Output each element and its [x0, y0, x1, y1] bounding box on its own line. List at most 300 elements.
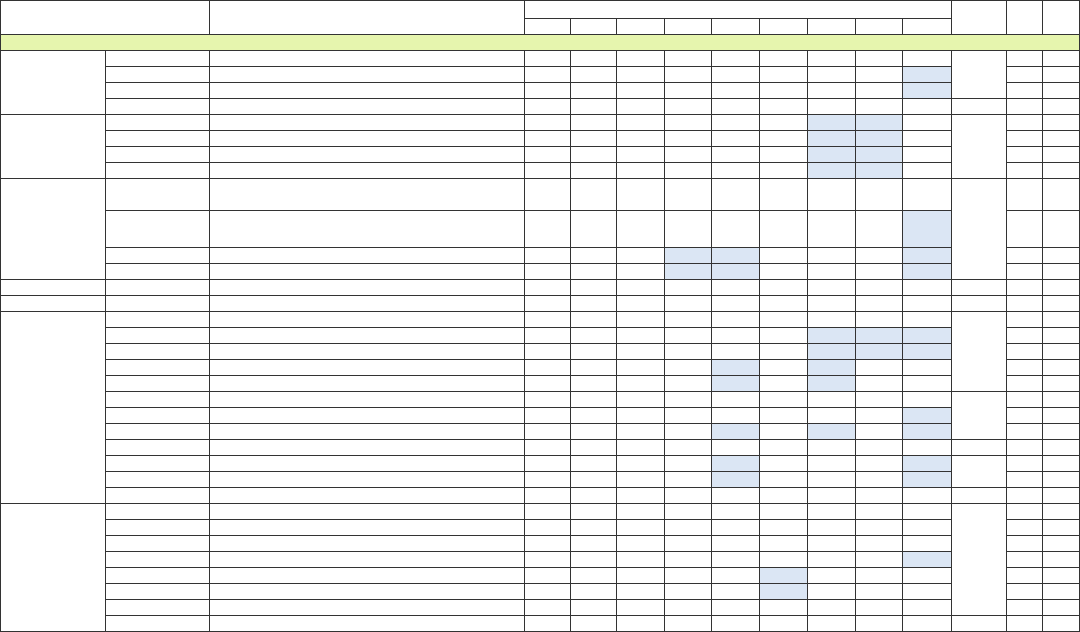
trains-history: [855, 67, 903, 83]
trains-history: [664, 312, 712, 328]
mileage: [1006, 552, 1043, 568]
trains-history: [807, 83, 855, 99]
trains-history: [760, 552, 808, 568]
trains-history: [712, 552, 760, 568]
header-date: [807, 19, 855, 35]
trains-history: [664, 408, 712, 424]
trains-history: [712, 67, 760, 83]
speed-level: [1043, 328, 1080, 344]
speed-level: [1043, 179, 1080, 211]
table-row: [1, 552, 1080, 568]
process-text: [210, 376, 525, 392]
trains-history: [903, 440, 952, 456]
trains-history: [807, 131, 855, 147]
trains-history: [903, 51, 952, 67]
process-text: [210, 600, 525, 616]
line-name: [1, 280, 106, 296]
trains-history: [760, 280, 808, 296]
process-text: [210, 67, 525, 83]
trains-history: [617, 83, 665, 99]
open-date: [952, 115, 1007, 179]
process-text: [210, 131, 525, 147]
trains-history: [903, 67, 952, 83]
speed-level: [1043, 264, 1080, 280]
mileage: [1006, 344, 1043, 360]
trains-history: [712, 408, 760, 424]
trains-history: [617, 616, 665, 632]
trains-history: [617, 584, 665, 600]
process-text: [210, 360, 525, 376]
process-text: [210, 296, 525, 312]
trains-history: [760, 360, 808, 376]
change-value: [571, 424, 617, 440]
route-name: [105, 440, 210, 456]
change-value: [571, 99, 617, 115]
trains-history: [664, 488, 712, 504]
route-name: [105, 488, 210, 504]
trains-history: [903, 131, 952, 147]
open-date: [952, 616, 1007, 632]
trains-history: [617, 520, 665, 536]
speed-level: [1043, 67, 1080, 83]
route-name: [105, 296, 210, 312]
trains-history: [807, 115, 855, 131]
trains-history: [760, 51, 808, 67]
trains-240713: [524, 552, 571, 568]
trains-history: [760, 328, 808, 344]
table-row: [1, 408, 1080, 424]
mileage: [1006, 179, 1043, 211]
trains-history: [903, 264, 952, 280]
mileage: [1006, 504, 1043, 520]
trains-history: [903, 211, 952, 248]
trains-history: [855, 584, 903, 600]
speed-level: [1043, 424, 1080, 440]
open-date: [952, 440, 1007, 456]
trains-history: [617, 392, 665, 408]
trains-history: [712, 83, 760, 99]
table-row: [1, 504, 1080, 520]
change-value: [571, 536, 617, 552]
trains-history: [903, 296, 952, 312]
line-name: [1, 312, 106, 504]
route-name: [105, 67, 210, 83]
route-name: [105, 424, 210, 440]
route-name: [105, 344, 210, 360]
trains-history: [760, 264, 808, 280]
trains-240713: [524, 280, 571, 296]
table-row: [1, 536, 1080, 552]
speed-level: [1043, 163, 1080, 179]
speed-level: [1043, 488, 1080, 504]
trains-history: [855, 99, 903, 115]
trains-240713: [524, 211, 571, 248]
trains-240713: [524, 344, 571, 360]
change-value: [571, 376, 617, 392]
route-name: [105, 376, 210, 392]
speed-level: [1043, 616, 1080, 632]
process-text: [210, 99, 525, 115]
trains-history: [760, 536, 808, 552]
mileage: [1006, 568, 1043, 584]
trains-history: [903, 376, 952, 392]
route-name: [105, 456, 210, 472]
change-value: [571, 312, 617, 328]
speed-level: [1043, 83, 1080, 99]
speed-level: [1043, 51, 1080, 67]
trains-history: [617, 488, 665, 504]
line-name: [1, 504, 106, 632]
trains-history: [807, 211, 855, 248]
trains-history: [664, 376, 712, 392]
line-name: [1, 51, 106, 115]
trains-history: [664, 211, 712, 248]
trains-history: [617, 99, 665, 115]
trains-history: [617, 344, 665, 360]
change-value: [571, 488, 617, 504]
process-text: [210, 344, 525, 360]
speed-level: [1043, 131, 1080, 147]
trains-history: [855, 552, 903, 568]
trains-history: [855, 376, 903, 392]
table-row: [1, 520, 1080, 536]
trains-240713: [524, 488, 571, 504]
route-name: [105, 472, 210, 488]
trains-history: [855, 408, 903, 424]
change-value: [571, 248, 617, 264]
trains-history: [855, 115, 903, 131]
process-text: [210, 328, 525, 344]
trains-history: [855, 179, 903, 211]
trains-240713: [524, 67, 571, 83]
open-date: [952, 99, 1007, 115]
trains-history: [855, 328, 903, 344]
trains-240713: [524, 264, 571, 280]
mileage: [1006, 584, 1043, 600]
route-name: [105, 51, 210, 67]
trains-history: [807, 147, 855, 163]
line-name: [1, 296, 106, 312]
trains-history: [760, 616, 808, 632]
trains-history: [617, 408, 665, 424]
trains-history: [664, 115, 712, 131]
trains-history: [807, 568, 855, 584]
route-name: [105, 147, 210, 163]
trains-history: [664, 264, 712, 280]
trains-history: [712, 312, 760, 328]
trains-history: [760, 568, 808, 584]
process-text: [210, 312, 525, 328]
trains-history: [617, 360, 665, 376]
mileage: [1006, 376, 1043, 392]
trains-history: [903, 552, 952, 568]
trains-history: [903, 147, 952, 163]
trains-history: [855, 211, 903, 248]
open-date: [952, 179, 1007, 280]
trains-history: [712, 504, 760, 520]
trains-240713: [524, 115, 571, 131]
change-value: [571, 600, 617, 616]
speed-level: [1043, 248, 1080, 264]
process-text: [210, 408, 525, 424]
trains-history: [712, 179, 760, 211]
trains-history: [712, 376, 760, 392]
change-value: [571, 83, 617, 99]
trains-240713: [524, 504, 571, 520]
trains-history: [760, 296, 808, 312]
trains-history: [855, 131, 903, 147]
speed-level: [1043, 296, 1080, 312]
trains-history: [903, 600, 952, 616]
trains-240713: [524, 472, 571, 488]
table-row: [1, 456, 1080, 472]
speed-level: [1043, 280, 1080, 296]
trains-history: [855, 536, 903, 552]
header-change: [571, 19, 617, 35]
trains-history: [712, 99, 760, 115]
process-text: [210, 472, 525, 488]
trains-history: [760, 211, 808, 248]
mileage: [1006, 147, 1043, 163]
speed-level: [1043, 520, 1080, 536]
table-row: [1, 211, 1080, 248]
change-value: [571, 504, 617, 520]
mileage: [1006, 83, 1043, 99]
mileage: [1006, 211, 1043, 248]
process-text: [210, 440, 525, 456]
trains-history: [617, 568, 665, 584]
trains-240713: [524, 392, 571, 408]
mileage: [1006, 456, 1043, 472]
trains-history: [807, 600, 855, 616]
mileage: [1006, 360, 1043, 376]
trains-history: [617, 536, 665, 552]
trains-240713: [524, 328, 571, 344]
process-text: [210, 424, 525, 440]
trains-history: [760, 520, 808, 536]
trains-history: [712, 472, 760, 488]
trains-history: [664, 520, 712, 536]
change-value: [571, 280, 617, 296]
header-trains: [524, 1, 951, 19]
speed-level: [1043, 472, 1080, 488]
trains-240713: [524, 296, 571, 312]
change-value: [571, 115, 617, 131]
mileage: [1006, 536, 1043, 552]
table-row: [1, 616, 1080, 632]
process-text: [210, 504, 525, 520]
trains-history: [903, 408, 952, 424]
trains-240713: [524, 440, 571, 456]
mileage: [1006, 99, 1043, 115]
trains-history: [807, 552, 855, 568]
trains-history: [807, 67, 855, 83]
route-name: [105, 536, 210, 552]
trains-240713: [524, 568, 571, 584]
trains-history: [617, 115, 665, 131]
table-row: [1, 392, 1080, 408]
mileage: [1006, 488, 1043, 504]
speed-level: [1043, 99, 1080, 115]
change-value: [571, 456, 617, 472]
change-value: [571, 163, 617, 179]
trains-history: [807, 584, 855, 600]
process-text: [210, 83, 525, 99]
process-text: [210, 520, 525, 536]
trains-history: [760, 472, 808, 488]
speed-level: [1043, 568, 1080, 584]
open-date: [952, 312, 1007, 392]
route-name: [105, 83, 210, 99]
line-name: [1, 179, 106, 280]
speed-level: [1043, 376, 1080, 392]
route-name: [105, 163, 210, 179]
route-name: [105, 248, 210, 264]
trains-history: [664, 280, 712, 296]
trains-history: [807, 360, 855, 376]
trains-history: [903, 163, 952, 179]
route-name: [105, 600, 210, 616]
trains-history: [617, 248, 665, 264]
trains-history: [617, 51, 665, 67]
table-row: [1, 131, 1080, 147]
trains-history: [617, 280, 665, 296]
table-row: [1, 99, 1080, 115]
table-row: [1, 163, 1080, 179]
trains-history: [664, 360, 712, 376]
change-value: [571, 131, 617, 147]
trains-240713: [524, 520, 571, 536]
trains-240713: [524, 616, 571, 632]
table-row: [1, 83, 1080, 99]
trains-history: [617, 552, 665, 568]
trains-history: [712, 328, 760, 344]
trains-history: [760, 83, 808, 99]
mileage: [1006, 280, 1043, 296]
trains-history: [664, 51, 712, 67]
change-value: [571, 408, 617, 424]
header-process: [210, 1, 525, 35]
trains-history: [760, 392, 808, 408]
trains-history: [903, 472, 952, 488]
process-text: [210, 456, 525, 472]
trains-history: [664, 248, 712, 264]
process-text: [210, 147, 525, 163]
trains-history: [712, 424, 760, 440]
trains-history: [903, 520, 952, 536]
route-name: [105, 504, 210, 520]
trains-history: [807, 488, 855, 504]
trains-history: [712, 616, 760, 632]
process-text: [210, 568, 525, 584]
trains-history: [855, 51, 903, 67]
trains-history: [617, 179, 665, 211]
process-text: [210, 392, 525, 408]
trains-history: [855, 280, 903, 296]
process-text: [210, 264, 525, 280]
header-date: [855, 19, 903, 35]
trains-history: [855, 488, 903, 504]
process-text: [210, 115, 525, 131]
change-value: [571, 616, 617, 632]
speed-level: [1043, 312, 1080, 328]
trains-history: [903, 504, 952, 520]
trains-history: [807, 99, 855, 115]
change-value: [571, 51, 617, 67]
mileage: [1006, 472, 1043, 488]
trains-history: [807, 456, 855, 472]
trains-history: [903, 568, 952, 584]
route-name: [105, 280, 210, 296]
mileage: [1006, 296, 1043, 312]
trains-history: [760, 67, 808, 83]
trains-history: [760, 440, 808, 456]
trains-240713: [524, 51, 571, 67]
mileage: [1006, 440, 1043, 456]
trains-history: [903, 83, 952, 99]
mileage: [1006, 408, 1043, 424]
header-date: [903, 19, 952, 35]
trains-history: [807, 280, 855, 296]
header-date: [760, 19, 808, 35]
trains-history: [903, 424, 952, 440]
mileage: [1006, 163, 1043, 179]
header-open-date: [952, 1, 1007, 35]
trains-history: [760, 147, 808, 163]
route-name: [105, 568, 210, 584]
table-row: [1, 584, 1080, 600]
route-name: [105, 115, 210, 131]
trains-history: [855, 264, 903, 280]
process-text: [210, 280, 525, 296]
change-value: [571, 67, 617, 83]
trains-history: [807, 472, 855, 488]
table-row: [1, 179, 1080, 211]
change-value: [571, 392, 617, 408]
process-text: [210, 536, 525, 552]
trains-history: [712, 600, 760, 616]
trains-history: [664, 584, 712, 600]
open-date: [952, 296, 1007, 312]
route-name: [105, 312, 210, 328]
trains-history: [712, 211, 760, 248]
change-value: [571, 264, 617, 280]
route-name: [105, 264, 210, 280]
trains-history: [807, 264, 855, 280]
speed-level: [1043, 360, 1080, 376]
trains-history: [903, 328, 952, 344]
trains-history: [855, 616, 903, 632]
trains-history: [855, 392, 903, 408]
trains-history: [807, 179, 855, 211]
trains-history: [664, 600, 712, 616]
trains-history: [807, 296, 855, 312]
trains-history: [664, 67, 712, 83]
trains-history: [712, 51, 760, 67]
route-name: [105, 392, 210, 408]
trains-history: [760, 131, 808, 147]
trains-history: [712, 456, 760, 472]
trains-history: [760, 312, 808, 328]
route-name: [105, 131, 210, 147]
trains-history: [903, 392, 952, 408]
change-value: [571, 360, 617, 376]
change-value: [571, 472, 617, 488]
process-text: [210, 488, 525, 504]
trains-history: [807, 392, 855, 408]
trains-history: [712, 147, 760, 163]
change-value: [571, 179, 617, 211]
